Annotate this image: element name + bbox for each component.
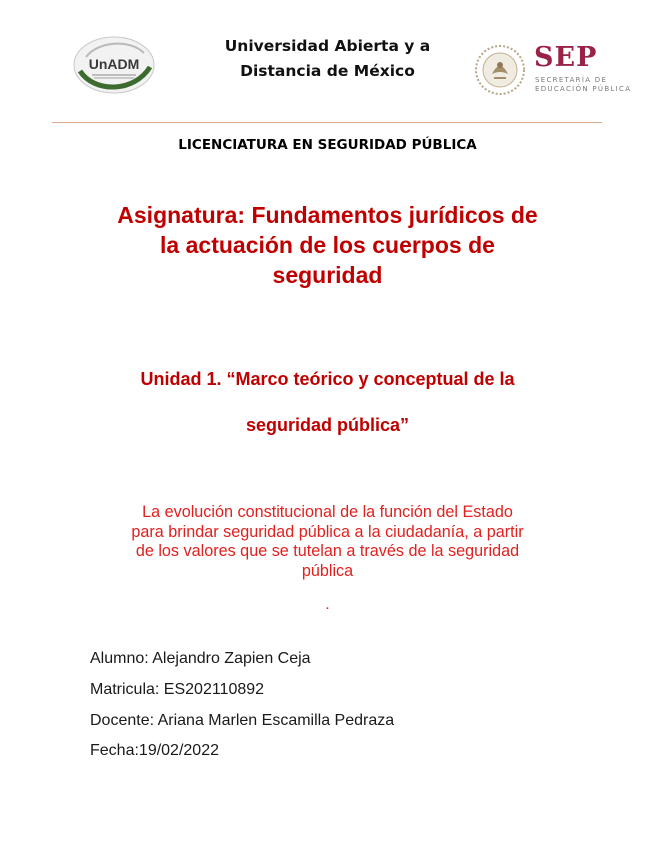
topic-line1: La evolución constitucional de la función del Estado bbox=[142, 503, 513, 521]
degree-title: LICENCIATURA EN SEGURIDAD PÚBLICA bbox=[178, 137, 477, 153]
mexico-seal-icon bbox=[474, 44, 526, 96]
sep-subtitle-line2: EDUCACIÓN PÚBLICA bbox=[535, 85, 632, 93]
submission-date: Fecha:19/02/2022 bbox=[90, 742, 219, 759]
header-divider bbox=[52, 122, 602, 123]
subject-title-line1: Asignatura: Fundamentos jurídicos de bbox=[117, 202, 538, 228]
university-name-line2: Distancia de México bbox=[240, 62, 415, 80]
subject-title-line2: la actuación de los cuerpos de bbox=[160, 232, 495, 258]
unit-title-line2: seguridad pública” bbox=[245, 415, 410, 435]
university-name-line1: Universidad Abierta y a bbox=[224, 37, 431, 55]
sep-subtitle-line1: SECRETARÍA DE bbox=[535, 76, 608, 84]
unadm-logo bbox=[72, 35, 156, 95]
student-id: Matricula: ES202110892 bbox=[90, 681, 265, 698]
teacher-name: Docente: Ariana Marlen Escamilla Pedraza bbox=[90, 712, 395, 729]
subject-title bbox=[80, 200, 575, 290]
topic-line3: de los valores que se tutelan a través de la seguridad bbox=[135, 542, 520, 560]
sep-logo-subtitle bbox=[535, 76, 631, 94]
topic-trailing-dot: . bbox=[325, 596, 330, 613]
topic-line2: para brindar seguridad pública a la ciudadanía, a partir bbox=[131, 522, 524, 541]
svg-text:UnADM: UnADM bbox=[88, 56, 140, 72]
student-name: Alumno: Alejandro Zapien Ceja bbox=[90, 650, 311, 667]
topic-description bbox=[80, 503, 575, 581]
university-name bbox=[200, 34, 455, 84]
subject-title-line3: seguridad bbox=[272, 262, 383, 288]
sep-logo: SEP bbox=[534, 42, 598, 73]
topic-line4: pública bbox=[301, 561, 354, 580]
unit-title-line1: Unidad 1. “Marco teórico y conceptual de la bbox=[140, 369, 515, 389]
